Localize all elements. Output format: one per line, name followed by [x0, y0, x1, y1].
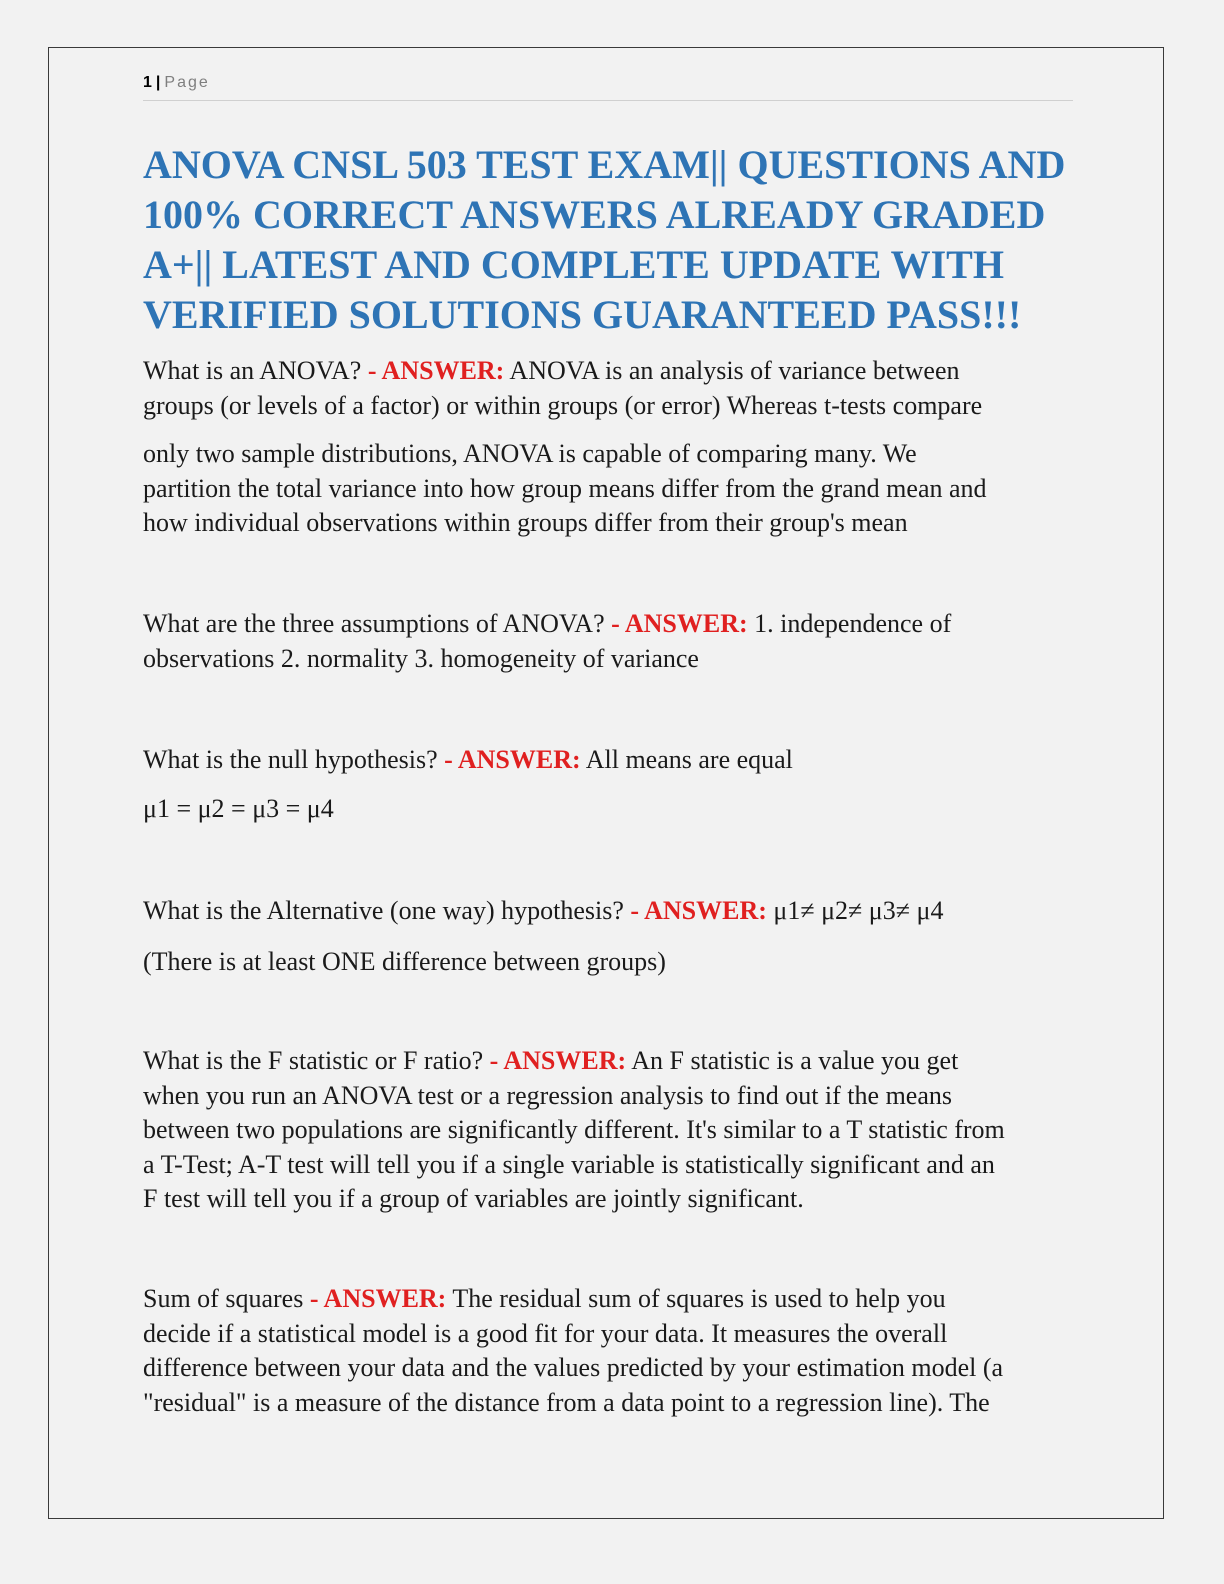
qa-item — [143, 607, 1078, 676]
title-line: ANOVA CNSL 503 TEST EXAM|| QUESTIONS AND — [143, 142, 1066, 187]
qa-item — [143, 354, 1078, 541]
title-line: VERIFIED SOLUTIONS GUARANTEED PASS!!! — [143, 292, 1022, 337]
answer-text: An F statistic is a value you get — [631, 1046, 959, 1075]
qa-first-line — [143, 1044, 1078, 1079]
qa-first-line — [143, 743, 1078, 778]
answer-text: The residual sum of squares is used to help you — [452, 1284, 946, 1313]
answer-line: decide if a statistical model is a good fit for your data. It measures the overall — [143, 1318, 948, 1348]
qa-item — [143, 1044, 1078, 1217]
document-title — [143, 140, 1103, 340]
answer-line: "residual" is a measure of the distance from a data point to a regression line). The — [143, 1387, 990, 1417]
question-text: Sum of squares — [143, 1284, 304, 1313]
question-text: What is the F statistic or F ratio? — [143, 1046, 484, 1075]
page-header — [143, 74, 1073, 101]
answer-line: groups (or levels of a factor) or within groups (or error) Whereas t-tests compare — [143, 390, 983, 420]
answer-line: observations 2. normality 3. homogeneity of variance — [143, 643, 699, 673]
qa-first-line — [143, 894, 1078, 929]
question-text: What is the null hypothesis? — [143, 745, 438, 774]
answer-line: how individual observations within groups differ from their group's mean — [143, 508, 908, 537]
qa-item — [143, 743, 1078, 826]
qa-first-line — [143, 607, 1078, 642]
answer-line: μ1 = μ2 = μ3 = μ4 — [143, 793, 334, 823]
answer-line: only two sample distributions, ANOVA is capable of comparing many. We — [143, 439, 917, 468]
answer-text: μ1≠ μ2≠ μ3≠ μ4 — [773, 896, 944, 925]
answer-line: partition the total variance into how group means differ from the grand mean and — [143, 473, 987, 503]
qa-first-line — [143, 1282, 1078, 1317]
answer-line: difference between your data and the values predicted by your estimation model (a — [143, 1353, 1004, 1382]
answer-line: when you run an ANOVA test or a regression analysis to find out if the means — [143, 1080, 952, 1110]
question-text: What are the three assumptions of ANOVA? — [143, 609, 605, 638]
header-separator: | — [155, 74, 161, 91]
answer-label: - ANSWER: — [309, 1284, 447, 1313]
question-text: What is an ANOVA? — [143, 356, 362, 385]
answer-label: - ANSWER: — [630, 896, 767, 925]
qa-item — [143, 894, 1078, 979]
answer-line: between two populations are significantly different. It's similar to a T statistic from — [143, 1115, 1005, 1144]
page-word: Page — [164, 74, 210, 91]
answer-label: - ANSWER: — [611, 609, 748, 638]
answer-text: 1. independence of — [754, 609, 952, 638]
answer-line: a T-Test; A-T test will tell you if a single variable is statistically significant and an — [143, 1149, 995, 1179]
question-text: What is the Alternative (one way) hypothesis? — [143, 896, 624, 925]
answer-label: - ANSWER: — [489, 1046, 627, 1075]
answer-line: F test will tell you if a group of variables are jointly significant. — [143, 1184, 804, 1213]
qa-item — [143, 1282, 1078, 1420]
answer-label: - ANSWER: — [367, 356, 505, 385]
title-line: A+|| LATEST AND COMPLETE UPDATE WITH — [143, 242, 1004, 287]
page-number: 1 — [143, 74, 152, 91]
qa-first-line — [143, 354, 1078, 389]
answer-text: All means are equal — [585, 745, 793, 774]
answer-text: ANOVA is an analysis of variance between — [509, 356, 960, 385]
title-line: 100% CORRECT ANSWERS ALREADY GRADED — [143, 192, 1046, 237]
answer-label: - ANSWER: — [444, 745, 581, 774]
answer-line: (There is at least ONE difference between groups) — [143, 946, 666, 976]
